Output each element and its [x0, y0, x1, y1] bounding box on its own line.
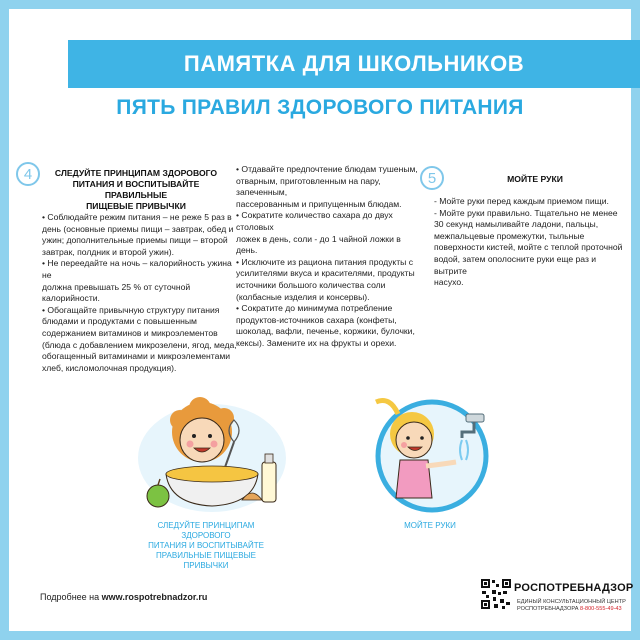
text-line: • Сократите количество сахара до двух столовых: [236, 210, 393, 232]
rule-5-title: МОЙТЕ РУКИ: [507, 174, 563, 184]
org-subtitle-name: РОСПОТРЕБНАДЗОРА: [517, 606, 579, 612]
text-line: ужин; дополнительные приемы пищи – второй: [42, 235, 228, 246]
text-line: усилителями вкуса и красителями, продукты: [236, 268, 415, 279]
text-line: • Обогащайте привычную структуру питания: [42, 304, 220, 315]
text-line: (блюда с добавлением микрозелени, ягод, меда,: [42, 339, 237, 350]
website-link[interactable]: www.rospotrebnadzor.ru: [101, 592, 208, 602]
rule-4-caption: [136, 521, 276, 571]
text-line: водой, затем ополосните руки еще раз и вытрите: [434, 253, 597, 276]
org-logo-text: РОСПОТРЕБНАДЗОР: [514, 582, 634, 594]
text-line: • Отдавайте предпочтение блюдам тушеным,: [236, 164, 418, 174]
rule-4-middle-text: [236, 164, 422, 350]
rule-4-title-line: ПИТАНИЯ И ВОСПИТЫВАЙТЕ ПРАВИЛЬНЫЕ: [72, 179, 200, 200]
text-line: • Соблюдайте режим питания – не реже 5 раз в: [42, 212, 232, 222]
text-line: пассерованным и припущенным блюдам.: [236, 198, 402, 209]
text-line: источники большого количества соли: [236, 279, 386, 290]
rule-4-left-text: [42, 212, 242, 374]
text-line: кексы). Замените их на фрукты и орехи.: [236, 337, 397, 348]
text-line: - Мойте руки правильно. Тщательно не менее: [434, 207, 618, 218]
org-subtitle: [517, 599, 626, 613]
page-title: ПАМЯТКА ДЛЯ ШКОЛЬНИКОВ: [183, 51, 525, 76]
caption-line: СЛЕДУЙТЕ ПРИНЦИПАМ ЗДОРОВОГО: [157, 521, 255, 540]
text-line: содержанием витаминов и микроэлементов: [42, 327, 218, 338]
text-line: шоколад, вафли, печенье, коржики, булочки,: [236, 326, 415, 337]
caption-line: ПРАВИЛЬНЫЕ ПИЩЕВЫЕ ПРИВЫЧКИ: [156, 551, 256, 570]
text-line: калорийности.: [42, 293, 100, 304]
org-phone: 8-800-555-49-43: [579, 606, 622, 612]
rule-4-title: [42, 168, 230, 212]
text-line: обогащенный витаминами и микроэлементами: [42, 351, 231, 362]
more-info-prefix: Подробнее на: [40, 592, 100, 602]
text-line: • Исключите из рациона питания продукты с: [236, 256, 414, 267]
org-subtitle-line: ЕДИНЫЙ КОНСУЛЬТАЦИОННЫЙ ЦЕНТР: [517, 599, 626, 605]
text-line: межпальцевые промежутки, тыльные: [434, 230, 585, 241]
text-line: должна превышать 25 % от суточной: [42, 281, 191, 292]
text-line: поверхности кистей, мойте с теплой проточной: [434, 242, 623, 253]
text-line: отварным, приготовленным на пару, запеченным,: [236, 175, 381, 198]
text-line: хлеб, кисломолочная продукция).: [42, 362, 177, 373]
more-info-text: [40, 592, 207, 602]
org-subtitle-line-2: [517, 606, 626, 613]
caption-line: ПИТАНИЯ И ВОСПИТЫВАЙТЕ: [148, 541, 264, 550]
text-line: (колбасные изделия и консервы).: [236, 291, 370, 302]
qr-code-icon: [480, 578, 512, 610]
rule-5-caption: МОЙТЕ РУКИ: [404, 521, 456, 530]
text-line: завтрак, полдник и второй ужин).: [42, 246, 174, 257]
text-line: 30 секунд намыливайте ладони, пальцы,: [434, 219, 599, 230]
page-subtitle: ПЯТЬ ПРАВИЛ ЗДОРОВОГО ПИТАНИЯ: [116, 96, 524, 119]
text-line: • Сократите до минимума потребление: [236, 303, 393, 314]
text-line: день (основные приемы пищи – завтрак, обед и: [42, 223, 234, 234]
rule-5-text: [434, 196, 626, 289]
rule-4-title-line: СЛЕДУЙТЕ ПРИНЦИПАМ ЗДОРОВОГО: [54, 168, 218, 178]
rule-4-title-line: ПИЩЕВЫЕ ПРИВЫЧКИ: [86, 201, 186, 211]
text-line: блюдами и продуктами с повышенным: [42, 316, 197, 327]
text-line: насухо.: [434, 277, 464, 288]
text-line: • Не переедайте на ночь – калорийность ужина не: [42, 258, 232, 280]
washing-hands-illustration: [370, 392, 500, 516]
rule-4-number-badge: 4: [16, 162, 40, 186]
rule-5-number-badge: 5: [420, 166, 444, 190]
text-line: продуктов-источников сахара (конфеты,: [236, 314, 397, 325]
text-line: ложек в день, соли - до 1 чайной ложки в день.: [236, 233, 401, 256]
text-line: - Мойте руки перед каждым приемом пищи.: [434, 196, 609, 206]
child-cooking-illustration: [136, 392, 288, 514]
